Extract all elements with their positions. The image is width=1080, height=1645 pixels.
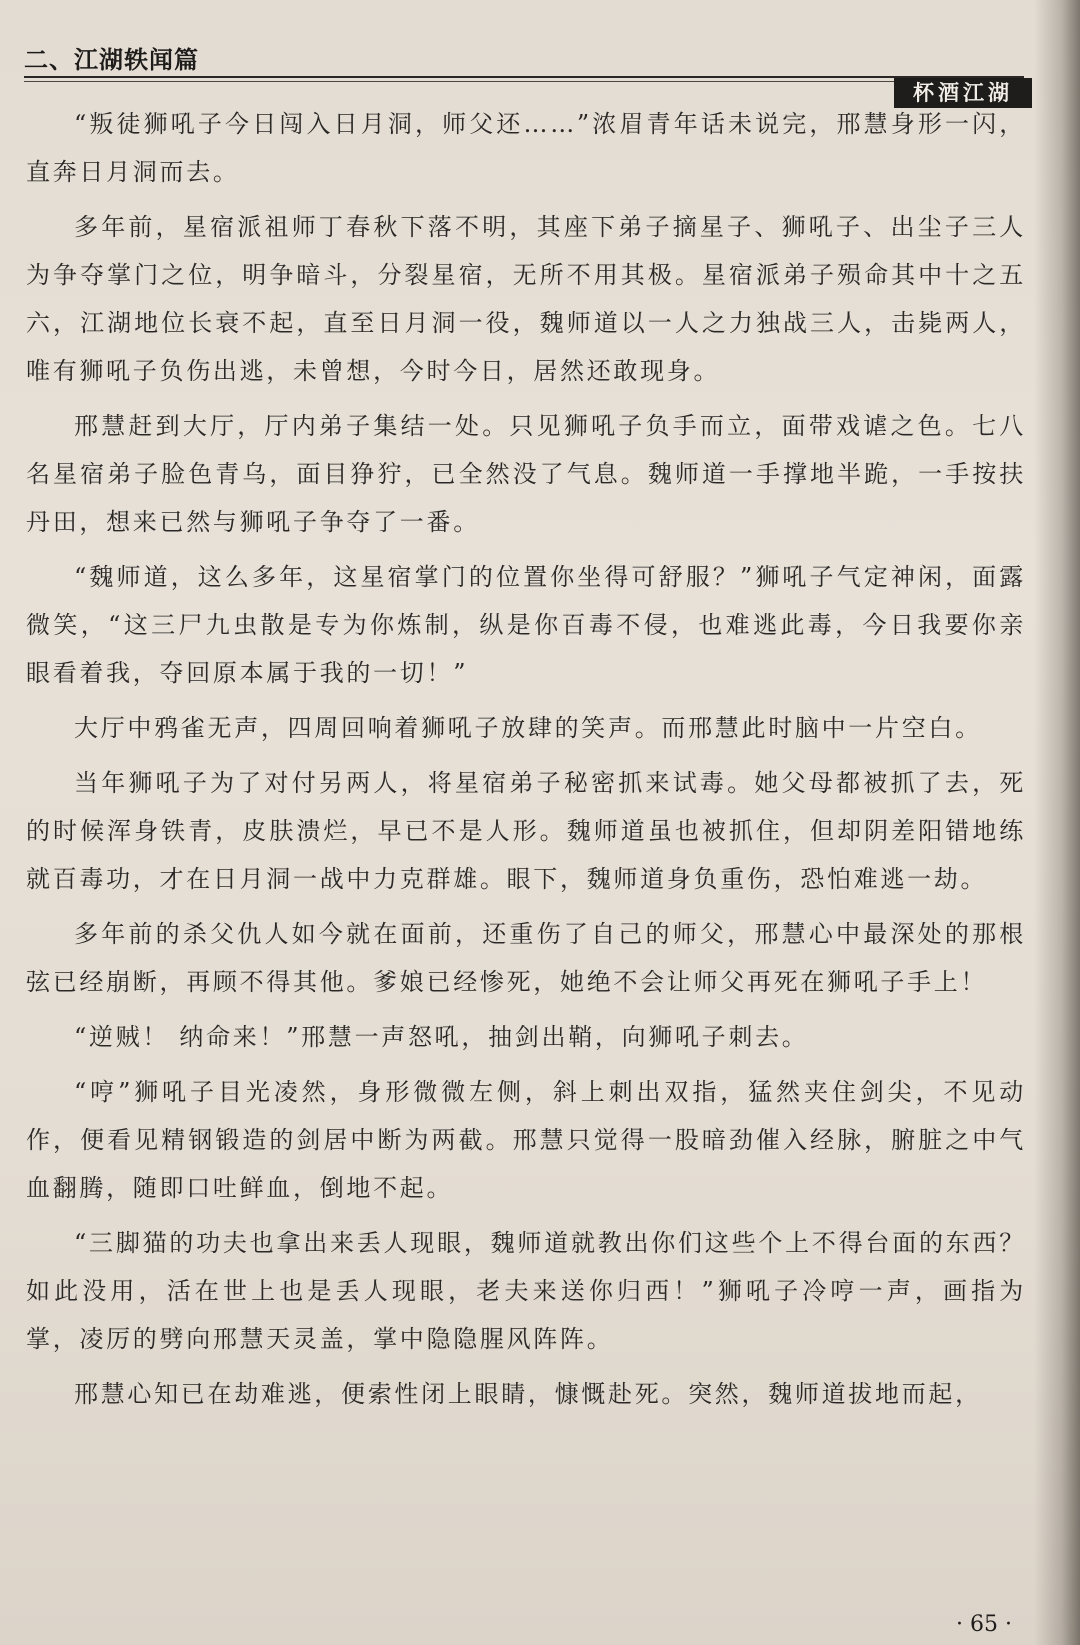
header-rule-thin [24,81,1024,82]
page-number: · 65 · [956,1612,1012,1637]
header-rule [24,76,1024,78]
paragraph: “三脚猫的功夫也拿出来丢人现眼，魏师道就教出你们这些个上不得台面的东西？ 如此没用，活在世上也是丢人现眼，老夫来送你归西！”狮吼子冷哼一声，画指为掌，凌厉的劈向邢慧天灵盖，掌中隐隐腥风阵阵。 [26,1229,1026,1353]
paragraph: “魏师道，这么多年，这星宿掌门的位置你坐得可舒服？”狮吼子气定神闲，面露微笑，“这三尸九虫散是专为你炼制，纵是你百毒不侵，也难逃此毒，今日我要你亲眼看着我，夺回原本属于我的一切！” [26,563,1026,687]
paragraph: “逆贼！ 纳命来！”邢慧一声怒吼，抽剑出鞘，向狮吼子刺去。 [74,1023,809,1051]
paragraph: 大厅中鸦雀无声，四周回响着狮吼子放肆的笑声。而邢慧此时脑中一片空白。 [74,714,982,742]
paragraph: 邢慧赶到大厅，厅内弟子集结一处。只见狮吼子负手而立，面带戏谑之色。七八名星宿弟子脸色青乌，面目狰狞，已全然没了气息。魏师道一手撑地半跪，一手按扶丹田，想来已然与狮吼子争夺了一番。 [26,412,1026,536]
paragraph: “哼”狮吼子目光凌然，身形微微左侧，斜上刺出双指，猛然夹住剑尖，不见动作，便看见精钢锻造的剑居中断为两截。邢慧只觉得一股暗劲催入经脉，腑脏之中气血翻腾，随即口吐鲜血，倒地不起。 [26,1078,1026,1202]
book-title-tab: 杯酒江湖 [894,78,1032,108]
paragraph: “叛徒狮吼子今日闯入日月洞，师父还……”浓眉青年话未说完，邢慧身形一闪，直奔日月洞而去。 [26,110,1026,186]
paragraph: 多年前，星宿派祖师丁春秋下落不明，其座下弟子摘星子、狮吼子、出尘子三人为争夺掌门之位，明争暗斗，分裂星宿，无所不用其极。星宿派弟子殒命其中十之五六，江湖地位长衰不起，直至日月洞一役，魏师道以一人之力独战三人，击毙两人，唯有狮吼子负伤出逃，未曾想，今时今日，居然还敢现身。 [26,213,1026,385]
paragraph: 当年狮吼子为了对付另两人，将星宿弟子秘密抓来试毒。她父母都被抓了去，死的时候浑身铁青，皮肤溃烂，早已不是人形。魏师道虽也被抓住，但却阴差阳错地练就百毒功，才在日月洞一战中力克群雄。眼下，魏师道身负重伤，恐怕难逃一劫。 [26,769,1026,893]
paragraph: 邢慧心知已在劫难逃，便索性闭上眼睛，慷慨赴死。突然，魏师道拔地而起， [74,1380,982,1408]
running-header [24,40,1034,105]
paragraph: 多年前的杀父仇人如今就在面前，还重伤了自己的师父，邢慧心中最深处的那根弦已经崩断，再顾不得其他。爹娘已经惨死，她绝不会让师父再死在狮吼子手上！ [26,920,1026,996]
body-text [26,100,1026,1425]
section-title: 二、江湖轶闻篇 [24,46,199,74]
